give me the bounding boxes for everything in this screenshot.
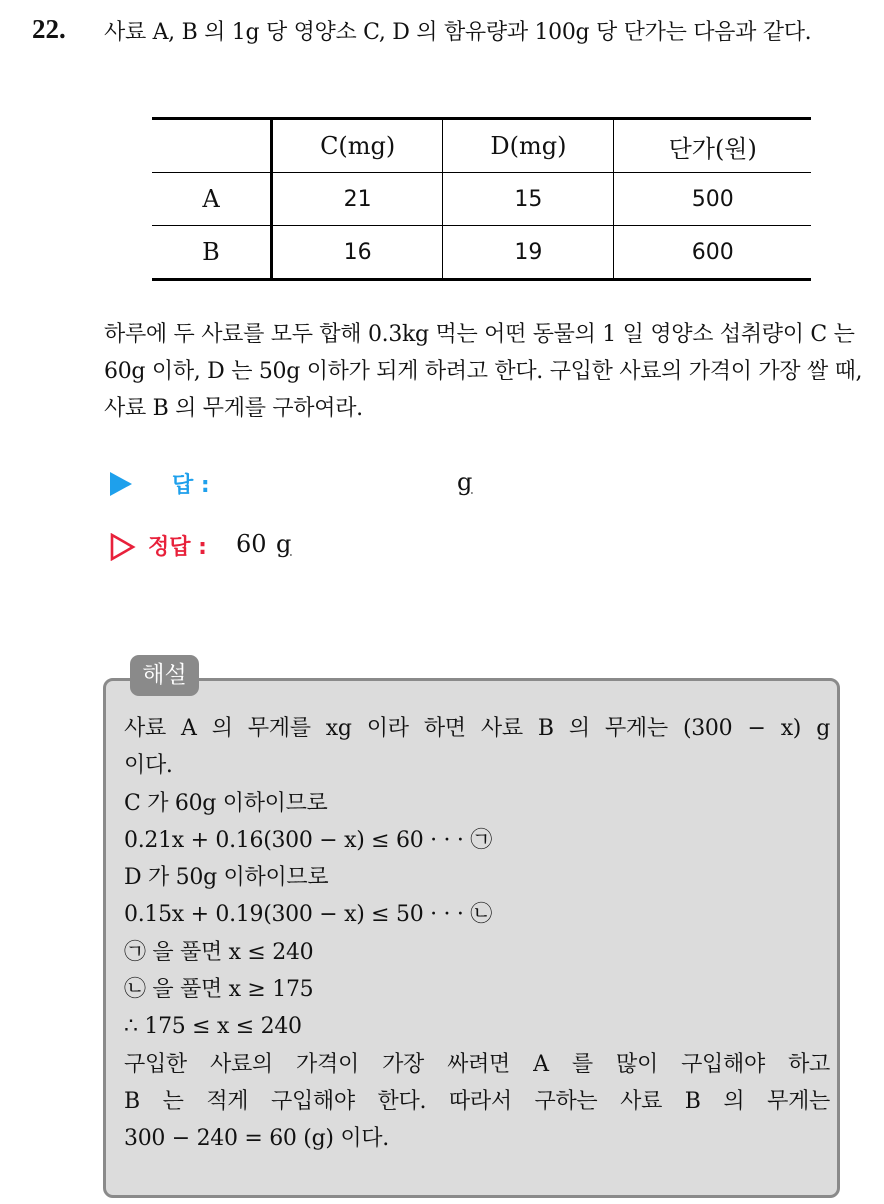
correct-answer-row [110,530,610,566]
cell-b-price: 600 [691,239,734,265]
solution-line: 0.21x + 0.16(300 − x) ≤ 60 · · · ㉠ [124,827,492,853]
solution-tab: 해설 [130,655,199,696]
header-cell-d: D(mg) [443,119,614,173]
solution-line: 이다. [124,753,173,779]
answer-label: 답 : [172,473,210,498]
cell-b-c: 16 [272,226,443,280]
question-number: 22. [32,14,66,44]
solution-text [124,710,830,1158]
question-text: 사료 A, B 의 1g 당 영양소 C, D 의 함유량과 100g 당 단가는 다음과 같다. [104,20,812,45]
solution-line: 300 − 240 = 60 (g) 이다. [124,1126,389,1152]
solution-line: B 는 적게 구입해야 한다. 따라서 구하는 사료 B 의 무게는 [124,1088,830,1114]
correct-answer-unit: g [276,530,292,558]
cell-a-price: 500 [691,186,734,212]
solution-line: ㉠ 을 풀면 x ≤ 240 [124,939,314,965]
table-row [152,173,811,226]
correct-answer-label: 정답 : [148,535,207,560]
outline-triangle-icon [110,533,136,561]
row-label-b: B [152,226,272,280]
nutrient-table [152,117,811,281]
solution-line: ∴ 175 ≤ x ≤ 240 [124,1014,302,1040]
solution-line: ㉡ 을 풀면 x ≥ 175 [124,977,314,1003]
play-triangle-icon [110,472,132,496]
solution-line: 사료 A 의 무게를 xg 이라 하면 사료 B 의 무게는 (300 − x) g [124,716,830,741]
solution-line: D 가 50g 이하이므로 [124,865,329,891]
solution-line: 0.15x + 0.19(300 − x) ≤ 50 · · · ㉡ [124,902,492,928]
header-cell-price: 단가(원) [668,134,757,163]
solution-line: C 가 60g 이하이므로 [124,790,328,816]
cell-b-d: 19 [443,226,614,280]
solution-line: 구입한 사료의 가격이 가장 싸려면 A 를 많이 구입해야 하고 [124,1051,830,1077]
header-cell-empty [152,119,272,173]
answer-unit: g [457,468,473,496]
row-label-a: A [152,173,272,226]
table-row [152,226,811,280]
header-cell-c: C(mg) [272,119,443,173]
cell-a-d: 15 [443,173,614,226]
problem-condition: 하루에 두 사료를 모두 합해 0.3kg 먹는 어떤 동물의 1 일 영양소 섭취량이 C 는 60g 이하, D 는 50g 이하가 되게 하려고 한다. 구입한 사료의 가격이 가장 쌀 때, 사료 B 의 무게를 구하여라. [104,322,863,421]
table-header-row [152,119,811,173]
correct-answer-value: 60 [236,530,267,558]
answer-row [110,468,610,504]
cell-a-c: 21 [272,173,443,226]
